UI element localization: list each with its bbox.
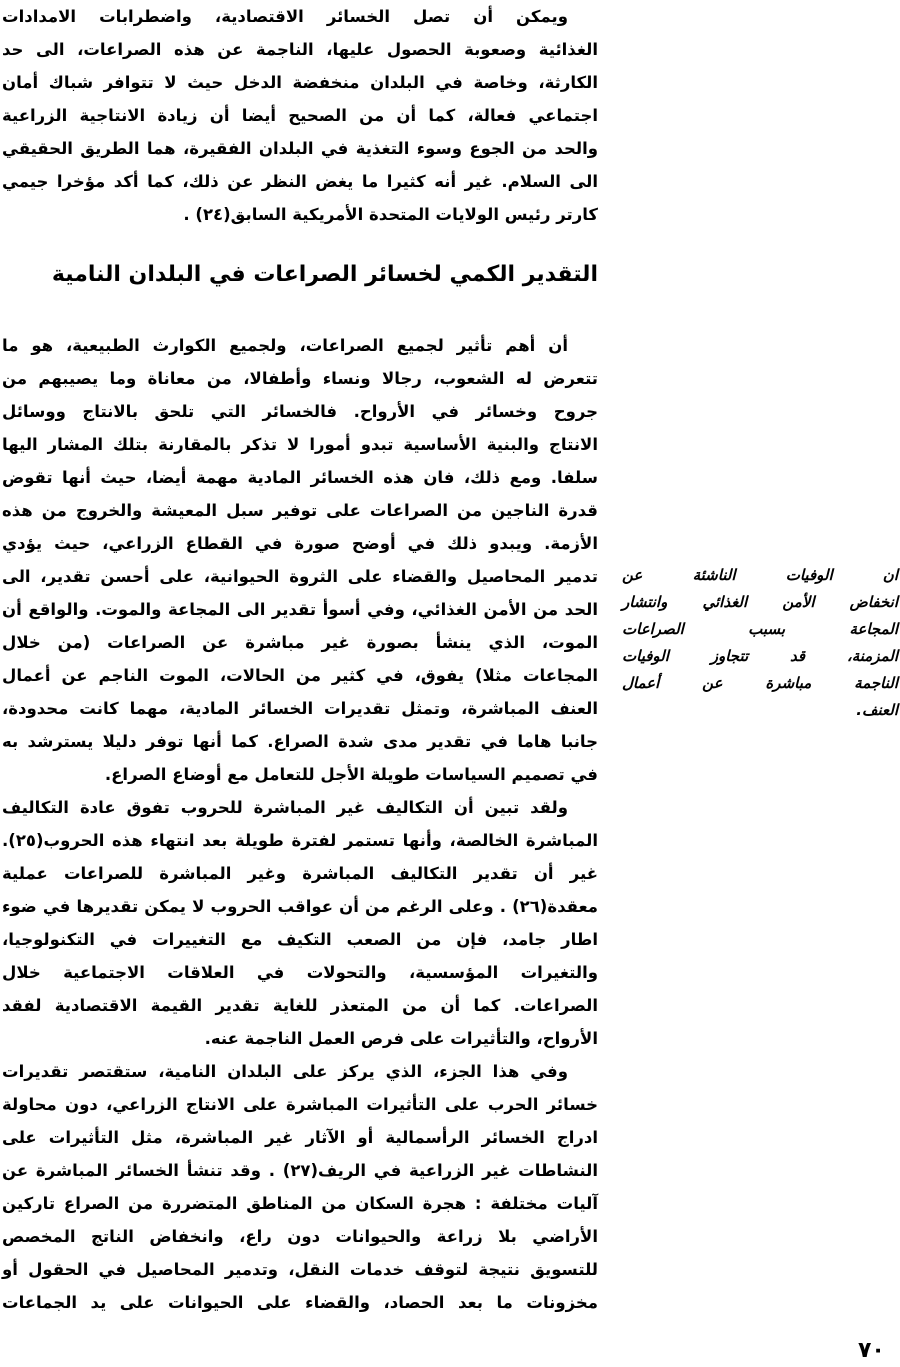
text-line: الصراعات. كما أن من المتعذر للغاية تقدير القيمة الاقتصادية لفقد — [2, 996, 598, 1015]
text-line: الموت، الذي ينشأ بصورة غير مباشرة عن الصراعات (من خلال — [2, 633, 598, 652]
text-line: العنف المباشرة، وتمثل تقديرات الخسائر المادية، مهما كانت محدودة، — [2, 699, 598, 718]
text-line: الأرواح، والتأثيرات على فرص العمل الناجمة عنه. — [204, 1029, 598, 1048]
section-heading: التقدير الكمي لخسائر الصراعات في البلدان النامية — [51, 262, 598, 287]
text-line: الناجمة مباشرة عن أعمال — [622, 674, 898, 692]
text-line: الغذائية وصعوبة الحصول عليها، الناجمة عن هذه الصراعات، الى حد — [2, 40, 598, 59]
text-line: الكارثة، وخاصة في البلدان منخفضة الدخل حيث لا تتوافر شباك أمان — [2, 73, 598, 92]
text-line: للتسويق نتيجة لتوقف خدمات النقل، وتدمير المحاصيل في الحقول أو — [2, 1260, 598, 1279]
text-line: الأراضي بلا زراعة والحيوانات دون راع، وانخفاض الناتج المخصص — [2, 1227, 598, 1246]
text-line: انخفاض الأمن الغذائي وانتشار — [622, 593, 898, 611]
text-line: العنف. — [856, 701, 898, 719]
text-line: ويمكن أن تصل الخسائر الاقتصادية، واضطرابات الامدادات — [2, 7, 568, 26]
text-line: كارتر رئيس الولايات المتحدة الأمريكية السابق(٢٤) . — [183, 205, 598, 224]
text-line: سلفا. ومع ذلك، فان هذه الخسائر المادية مهمة أيضا، حيث أنها تقوض — [2, 468, 598, 487]
text-line: قدرة الناجين من الصراعات على توفير سبل المعيشة والخروج من هذه — [2, 501, 598, 520]
text-line: المجاعات مثلا) يفوق، في كثير من الحالات، الموت الناجم عن أعمال — [2, 666, 598, 685]
text-line: غير أن تقدير التكاليف المباشرة وغير المباشرة للصراعات عملية — [2, 864, 598, 883]
text-line: والتغيرات المؤسسية، والتحولات في العلاقات الاجتماعية خلال — [2, 963, 598, 982]
text-line: ان الوفيات الناشئة عن — [622, 566, 898, 584]
text-line: ادراج الخسائر الرأسمالية أو الآثار غير المباشرة، مثل التأثيرات على — [2, 1128, 598, 1147]
text-line: ولقد تبين أن التكاليف غير المباشرة للحروب تفوق عادة التكاليف — [2, 798, 568, 817]
text-line: الحد من الأمن الغذائي، وفي أسوأ تقدير الى المجاعة والموت. والواقع أن — [2, 600, 598, 619]
text-line: آليات مختلفة : هجرة السكان من المناطق المتضررة من الصراع تاركين — [2, 1194, 598, 1213]
text-line: جانبا هاما في تقدير مدى شدة الصراع. كما أنها توفر دليلا يسترشد به — [2, 732, 598, 751]
text-line: أن أهم تأثير لجميع الصراعات، ولجميع الكوارث الطبيعية، هو ما — [2, 336, 568, 355]
text-line: اطار جامد، فإن من الصعب التكيف مع التغييرات في التكنولوجيا، — [2, 930, 598, 949]
text-line: وفي هذا الجزء، الذي يركز على البلدان النامية، ستقتصر تقديرات — [2, 1062, 568, 1081]
text-line: تدمير المحاصيل والقضاء على الثروة الحيوانية، على أحسن تقدير، الى — [2, 567, 598, 586]
text-line: المزمنة، قد تتجاوز الوفيات — [622, 647, 898, 665]
text-line: جروح وخسائر في الأرواح. فالخسائر التي تلحق بالانتاج ووسائل — [2, 402, 598, 421]
text-line: النشاطات غير الزراعية في الريف(٢٧) . وقد تنشأ الخسائر المباشرة عن — [2, 1161, 599, 1180]
paragraph-intro — [2, 0, 598, 231]
text-line: الأزمة. ويبدو ذلك في أوضح صورة في القطاع الزراعي، حيث يؤدي — [2, 534, 598, 553]
text-line: المجاعة بسبب الصراعات — [622, 620, 898, 638]
text-line: معقدة(٢٦) . وعلى الرغم من أن عواقب الحروب لا يمكن تقديرها في ضوء — [2, 897, 598, 916]
text-line: المباشرة الخالصة، وأنها تستمر لفترة طويلة بعد انتهاء هذه الحروب(٢٥). — [2, 831, 598, 850]
text-line: الى السلام. غير أنه كثيرا ما يغض النظر عن ذلك، كما أكد مؤخرا جيمي — [2, 172, 598, 191]
sidebar-pull-quote — [622, 562, 898, 724]
text-line: اجتماعي فعالة، كما أن من الصحيح أيضا أن زيادة الانتاجية الزراعية — [2, 106, 598, 125]
page-number: ٧٠ — [858, 1338, 885, 1363]
text-line: تتعرض له الشعوب، رجالا ونساء وأطفالا، من معاناة وما يصيبهم من — [2, 369, 598, 388]
text-line: خسائر الحرب على التأثيرات المباشرة على الانتاج الزراعي، دون محاولة — [2, 1095, 598, 1114]
paragraph-body — [2, 329, 598, 1319]
text-line: والحد من الجوع وسوء التغذية في البلدان الفقيرة، هما الطريق الحقيقي — [2, 139, 598, 158]
text-line: في تصميم السياسات طويلة الأجل للتعامل مع أوضاع الصراع. — [104, 765, 598, 784]
text-line: الانتاج والبنية الأساسية تبدو أمورا لا تذكر بالمقارنة بتلك المشار اليها — [2, 435, 598, 454]
text-line: مخزونات ما بعد الحصاد، والقضاء على الحيوانات على يد الجماعات — [2, 1293, 598, 1312]
